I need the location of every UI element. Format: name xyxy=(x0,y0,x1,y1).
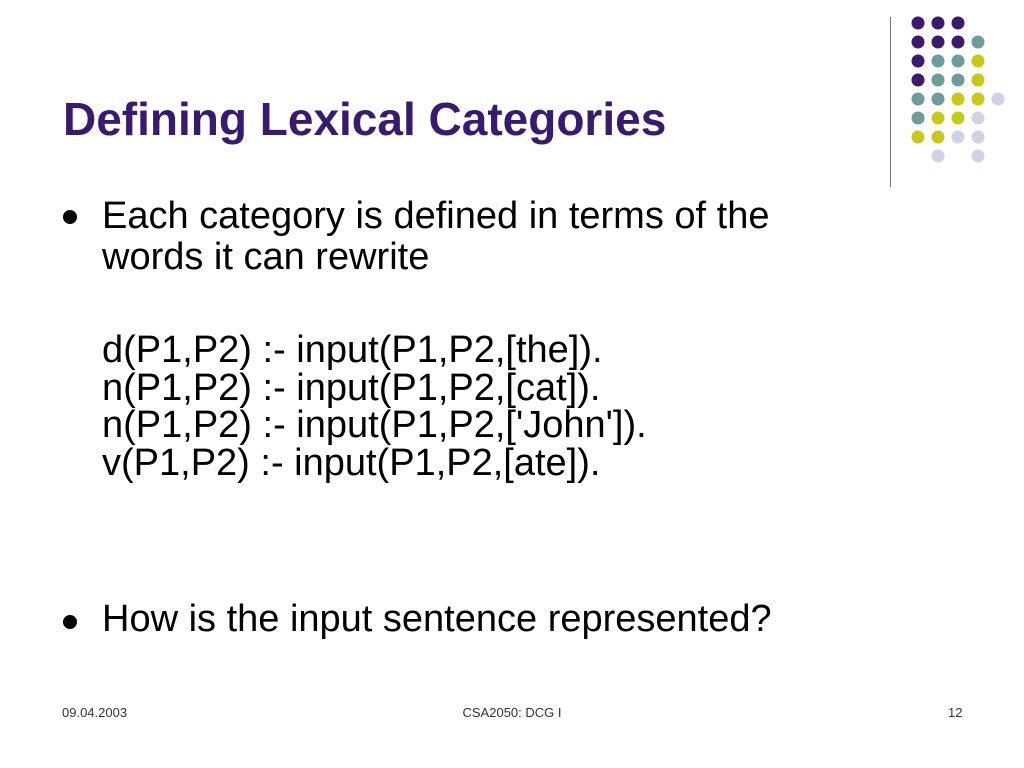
decoration-dot xyxy=(952,74,965,87)
code-line-noun-john: n(P1,P2) :- input(P1,P2,['John']). xyxy=(102,404,647,446)
decoration-dot xyxy=(952,93,965,106)
decoration-dot xyxy=(912,112,925,125)
decoration-dot xyxy=(932,74,945,87)
decoration-dot xyxy=(952,112,965,125)
bullet-text xyxy=(102,599,772,640)
decoration-dot xyxy=(932,36,945,49)
slide-title: Defining Lexical Categories xyxy=(63,93,667,145)
decoration-dot xyxy=(952,55,965,68)
decoration-dot xyxy=(912,17,925,30)
decoration-dot xyxy=(952,36,965,49)
decoration-dot xyxy=(932,17,945,30)
footer-page-number: 12 xyxy=(948,705,963,720)
decoration-dot xyxy=(932,131,945,144)
bullet-text-line-2: words it can rewrite xyxy=(102,236,430,278)
decoration-dot xyxy=(972,74,985,87)
decoration-dot xyxy=(932,112,945,125)
decoration-dot xyxy=(972,131,985,144)
prolog-code-block xyxy=(102,329,647,484)
decoration-dot xyxy=(932,93,945,106)
decoration-dot xyxy=(932,55,945,68)
bullet-text-line-1: How is the input sentence represented? xyxy=(102,598,772,640)
bullet-text-line-1: Each category is defined in terms of the xyxy=(102,195,770,237)
title-divider-line xyxy=(890,17,891,187)
footer-course-title: CSA2050: DCG I xyxy=(462,705,562,720)
decoration-dot xyxy=(912,131,925,144)
decoration-dot xyxy=(972,55,985,68)
decoration-dot xyxy=(952,17,965,30)
code-line-verb: v(P1,P2) :- input(P1,P2,[ate]). xyxy=(102,441,601,484)
decoration-dot xyxy=(992,93,1005,106)
code-line-determiner: d(P1,P2) :- input(P1,P2,[the]). xyxy=(102,329,603,371)
bullet-icon xyxy=(63,210,77,224)
decoration-dot xyxy=(972,93,985,106)
decoration-dot xyxy=(972,112,985,125)
decoration-dot xyxy=(952,131,965,144)
footer-date: 09.04.2003 xyxy=(62,705,128,720)
decoration-dot xyxy=(912,36,925,49)
decoration-dot xyxy=(932,150,945,163)
decoration-dot xyxy=(912,74,925,87)
code-line-noun-cat: n(P1,P2) :- input(P1,P2,[cat]). xyxy=(102,366,601,409)
bullet-text xyxy=(102,196,769,278)
bullet-icon xyxy=(63,615,77,629)
decoration-dot xyxy=(972,36,985,49)
decoration-dot xyxy=(912,93,925,106)
decoration-dot xyxy=(912,55,925,68)
decoration-dot xyxy=(972,150,985,163)
